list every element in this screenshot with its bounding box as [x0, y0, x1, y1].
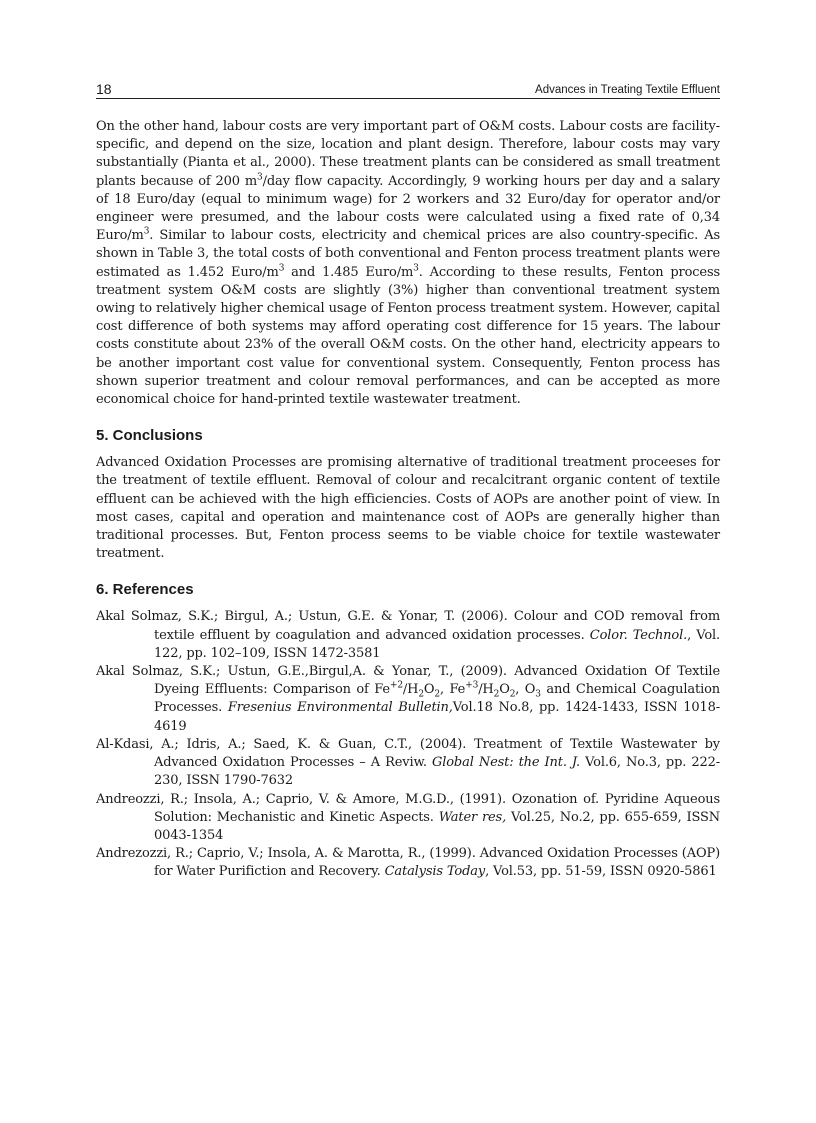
journal-name: Catalysis Today: [384, 864, 486, 880]
intro-paragraph: [96, 118, 720, 409]
reference-entry: Akal Solmaz, S.K.; Ustun, G.E.,Birgul,A. & Yonar, T., (2009). Advanced Oxidation Of Textile Dyeing Effluents: Comparison of $Fe^{+2}/H_2O_2$, $Fe^{+3}/H_2O_2$, $O_3$ and Chemical Coagulation Processes. Fresenius Environmental Bulletin,Vol.18 No.8, pp. 1424-1433, ISSN 1018-4619: [96, 664, 720, 734]
reference-entry: Al-Kdasi, A.; Idris, A.; Saed, K. & Guan, C.T., (2004). Treatment of Textile Wastewater by Advanced Oxidatıon Processes – A Reviw. Global Nest: the Int. J. Vol.6, No.3, pp. 222-230, ISSN 1790-7632: [96, 736, 720, 789]
journal-name: Water res,: [438, 809, 507, 825]
reference-entry: Andrezozzi, R.; Caprio, V.; Insola, A. & Marotta, R., (1999). Advanced Oxidation Processes (AOP) for Water Purifiction and Recovery. Catalysis Today, Vol.53, pp. 51-59, ISSN 0920-5861: [96, 846, 720, 880]
intro-text: /day flow capacity. Accordingly, 9 working hours per day and a salary of 18 Euro/day (equal to minimum wage) for 2 workers and 32 Euro/day for operator and/or engineer were presumed, and the labour costs were calculated using a fixed rate of 0,34 Euro/m: [96, 173, 720, 244]
intro-text: . Similar to labour costs, electricity and chemical prices are also country-specific. As shown in Table 3, the total costs of both conventional and Fenton process treatment plants were estimated as 1.452 Euro/m: [96, 228, 720, 280]
page: [96, 78, 720, 882]
conclusions-text: Advanced Oxidation Processes are promising alternative of traditional treatment proceeses for the treatment of textile effluent. Removal of colour and recalcitrant organic content of textile effluent can be achieved with the high efficiencies. Costs of AOPs are another point of view. In most cases, capital and operation and maintenance cost of AOPs are generally higher than traditional processes. But, Fenton process seems to be viable choice for textile wastewater treatment.: [96, 455, 720, 562]
superscript: 3: [257, 172, 263, 183]
intro-text: . According to these results, Fenton process treatment system O&M costs are slightly (3%) higher than conventional treatment system owing to relatively higher chemical usage of Fenton process treatment system. However, capital cost difference of both systems may afford operating cost difference for 15 years. The labour costs constitute about 23% of the overall O&M costs. On the other hand, electricity appears to be another important cost value for conventional system. Consequently, Fenton process has shown superior treatment and colour removal performances, and can be accepted as more economical choice for hand-printed textile wastewater treatment.: [96, 264, 720, 408]
superscript: 3: [413, 263, 419, 274]
running-header: [96, 78, 720, 99]
references-list: [96, 608, 720, 881]
journal-name: Fresenius Environmental Bulletin,: [227, 700, 453, 716]
page-number: 18: [96, 81, 112, 97]
running-title: Advances in Treating Textile Effluent: [535, 84, 720, 96]
intro-text: On the other hand, labour costs are very important part of O&M costs. Labour costs are facility-specific, and depend on the size, location and plant design. Therefore, labour costs may vary substantially (Pianta et al., 2000). These treatment plants can be considered as small treatment plants because of 200 m: [96, 119, 720, 189]
conclusions-heading: 5. Conclusions: [96, 427, 203, 445]
reference-entry: Andreozzi, R.; Insola, A.; Caprio, V. & Amore, M.G.D., (1991). Ozonation of. Pyridine Aqueous Solution: Mechanistic and Kinetic Aspects. Water res, Vol.25, No.2, pp. 655-659, ISSN 0043-1354: [96, 791, 720, 843]
journal-name: Global Nest: the Int. J.: [432, 755, 580, 771]
reference-entry: Akal Solmaz, S.K.; Birgul, A.; Ustun, G.E. & Yonar, T. (2006). Colour and COD removal from textile effluent by coagulation and advanced oxidation processes. Color. Technol., Vol. 122, pp. 102–109, ISSN 1472-3581: [96, 609, 720, 661]
superscript: 3: [278, 263, 285, 274]
conclusions-paragraph: [96, 454, 720, 563]
superscript: 3: [143, 226, 150, 237]
intro-text: and 1.485 Euro/m: [284, 264, 414, 280]
references-heading: 6. References: [96, 581, 194, 599]
journal-name: Color. Technol.: [589, 627, 688, 643]
